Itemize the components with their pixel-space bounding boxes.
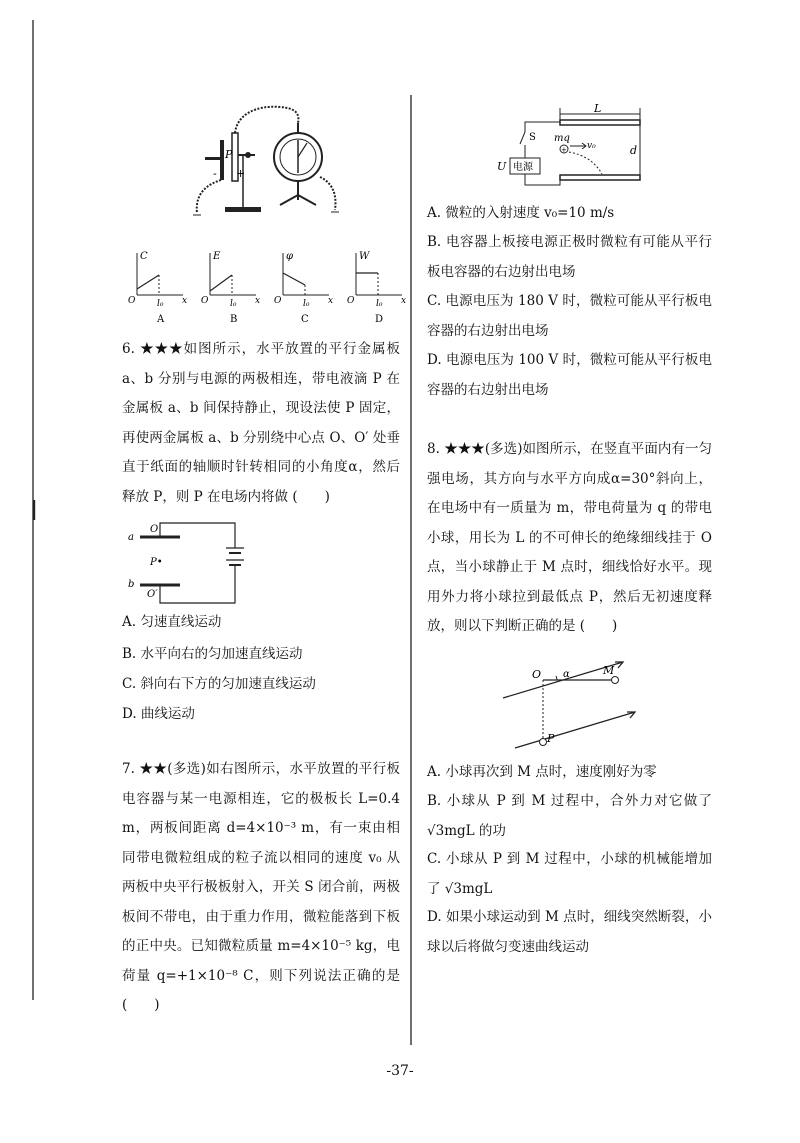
svg-text:x: x	[255, 296, 261, 306]
svg-text:l₀: l₀	[230, 299, 237, 309]
svg-text:O′: O′	[147, 589, 158, 600]
question-8-text: 8. ★★★(多选)如图所示，在竖直平面内有一匀强电场，其方向与水平方向成α=30°斜向上，在电场中有一质量为 m，带电荷量为 q 的带电小球，用长为 L 的不可伸长的绝缘细线挂于 O 点，当小球静止于 M 点时，细线恰好水平。现用外力将小球拉到最低点 P，然后无初速度释放，则以下判断正确的是 ( )	[427, 441, 712, 634]
q6-option-c: C. 斜向右下方的匀加速直线运动	[122, 676, 316, 692]
question-7-text: 7. ★★(多选)如右图所示，水平放置的平行板电容器与某一电源相连，它的极板长 L=0.4 m，两板间距离 d=4×10⁻³ m，有一束由相同带电微粒组成的粒子流以相同的速度 v₀ 从两板中央平行极板射入，开关 S 闭合前，两极板间不带电，由于重力作用，微粒能落到下板的正中央。已知微粒质量 m=4×10⁻⁵ kg，电荷量 q=+1×10⁻⁸ C，则下列说法正确的是( )	[122, 761, 400, 1013]
q6-option-b: B. 水平向右的匀加速直线运动	[122, 646, 303, 662]
option-graphs	[125, 245, 415, 325]
svg-text:+: +	[561, 146, 567, 154]
svg-text:O: O	[128, 296, 136, 306]
electroscope-figure	[185, 95, 355, 225]
graph-a-label: A	[157, 314, 165, 325]
svg-text:P: P	[547, 732, 555, 745]
graph-d-axis: W	[359, 251, 370, 262]
svg-text:l₀: l₀	[303, 299, 310, 309]
svg-text:x: x	[401, 296, 407, 306]
q7-option-d: D. 电源电压为 100 V 时，微粒可能从平行板电容器的右边射出电场	[427, 352, 712, 398]
graph-d-label: D	[375, 314, 384, 325]
graph-a-axis: C	[140, 251, 148, 262]
question-6-text: 6. ★★★如图所示，水平放置的平行金属板 a、b 分别与电源的两极相连，带电液滴 P 在金属板 a、b 间保持静止，现设法使 P 固定，再使两金属板 a、b 分别绕中心点 O、O′ 处垂直于纸面的轴顺时针转相同的小角度α，然后释放 P，则 P 在电场内将做 ( )	[122, 341, 400, 505]
svg-text:d: d	[630, 144, 638, 157]
fig-label-minus: -	[213, 167, 217, 180]
svg-text:a: a	[128, 532, 134, 543]
graph-a	[128, 251, 187, 325]
graph-c-label: C	[301, 314, 309, 325]
svg-text:L: L	[594, 102, 602, 115]
svg-text:x: x	[182, 296, 188, 306]
q6-option-a: A. 匀速直线运动	[122, 614, 222, 630]
svg-text:电源: 电源	[513, 162, 533, 173]
fig-label-plus: +	[236, 167, 246, 180]
svg-text:l₀: l₀	[376, 299, 383, 309]
page-number: -37-	[386, 1063, 414, 1079]
fig-label-p: P	[225, 148, 233, 161]
svg-text:O: O	[201, 296, 209, 306]
q8-field-figure	[495, 660, 645, 755]
q7-option-c: C. 电源电压为 180 V 时，微粒可能从平行板电容器的右边射出电场	[427, 293, 712, 339]
q8-option-d: D. 如果小球运动到 M 点时，细线突然断裂，小球以后将做匀变速曲线运动	[427, 909, 712, 955]
svg-text:P•: P•	[150, 557, 163, 568]
svg-text:U: U	[497, 160, 507, 173]
graph-b-label: B	[230, 314, 238, 325]
q8-option-c: C. 小球从 P 到 M 过程中，小球的机械能增加了 √3mgL	[427, 851, 712, 897]
q7-capacitor-figure	[490, 100, 650, 195]
svg-text:mq: mq	[554, 133, 570, 144]
q8-option-a: A. 小球再次到 M 点时，速度刚好为零	[427, 764, 657, 780]
q7-option-b: B. 电容器上板接电源正极时微粒有可能从平行板电容器的右边射出电场	[427, 234, 712, 280]
svg-text:b: b	[128, 579, 135, 590]
q6-option-d: D. 曲线运动	[122, 706, 195, 722]
svg-text:O: O	[150, 524, 159, 535]
svg-text:v₀: v₀	[587, 141, 596, 151]
svg-text:O: O	[274, 296, 282, 306]
svg-text:O: O	[532, 668, 542, 681]
svg-text:M: M	[603, 664, 615, 677]
svg-text:l₀: l₀	[157, 299, 164, 309]
graph-c	[274, 251, 333, 325]
q8-option-b: B. 小球从 P 到 M 过程中，合外力对它做了 √3mgL 的功	[427, 793, 712, 839]
q7-option-a: A. 微粒的入射速度 v₀=10 m/s	[427, 205, 615, 221]
q6-plates-figure	[125, 515, 250, 615]
svg-text:α: α	[563, 669, 570, 680]
svg-text:x: x	[328, 296, 334, 306]
graph-d	[347, 251, 406, 325]
graph-c-axis: φ	[286, 251, 294, 262]
svg-text:S: S	[529, 132, 536, 143]
graph-b-axis: E	[213, 251, 221, 262]
graph-b	[201, 251, 260, 325]
svg-text:O: O	[347, 296, 355, 306]
